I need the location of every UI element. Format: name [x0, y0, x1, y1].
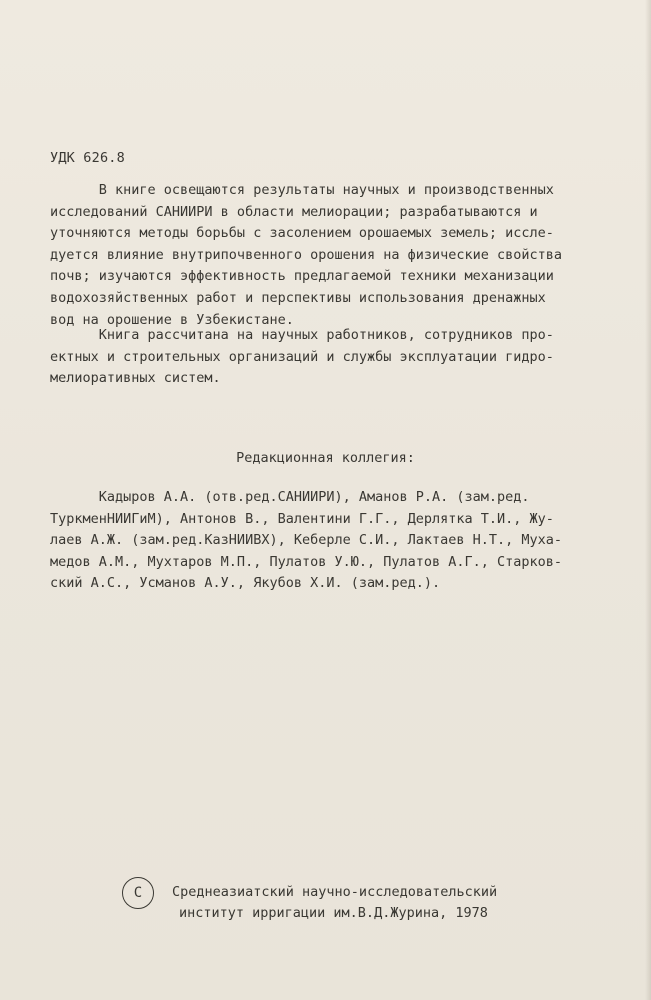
annotation-line: исследований САНИИРИ в области мелиорации; разрабатываются и: [50, 203, 538, 220]
annotation-line: Книга рассчитана на научных работников, сотрудников про-: [50, 327, 554, 343]
copyright-publisher: [172, 882, 497, 924]
members-line: Кадыров А.А. (отв.ред.САНИИРИ), Аманов Р.А. (зам.ред.: [50, 489, 530, 505]
annotation-line: ектных и строительных организаций и службы эксплуатации гидро-: [50, 348, 554, 365]
annotation-paragraph-1: [50, 180, 596, 331]
copyright-icon: С: [122, 877, 154, 909]
udk-code: УДК 626.8: [50, 150, 125, 166]
publisher-line-2: институт ирригации им.В.Д.Журина, 1978: [179, 905, 488, 921]
annotation-line: дуется влияние внутрипочвенного орошения на физические свойства: [50, 246, 563, 263]
annotation-line: вод на орошение в Узбекистане.: [50, 311, 294, 328]
annotation-line: мелиоративных систем.: [50, 370, 221, 387]
editorial-board-members: [50, 487, 562, 595]
members-line: лаев А.Ж. (зам.ред.КазНИИВХ), Кеберле С.И., Лактаев Н.Т., Муха-: [50, 532, 563, 549]
publisher-line-1: Среднеазиатский научно-исследовательский: [172, 884, 498, 900]
page-edge-shadow: [645, 0, 651, 1000]
editorial-board-title: Редакционная коллегия:: [236, 450, 415, 466]
annotation-line: В книге освещаются результаты научных и производственных: [50, 182, 554, 198]
members-line: ский А.С., Усманов А.У., Якубов Х.И. (зам.ред.).: [50, 575, 441, 592]
annotation-paragraph-2: [50, 325, 596, 390]
members-line: ТуркменНИИГиМ), Антонов В., Валентини Г.Г., Дерлятка Т.И., Жу-: [50, 510, 554, 527]
annotation-line: почв; изучаются эффективность предлагаемой техники механизации: [50, 268, 554, 285]
annotation-line: водохозяйственных работ и перспективы использования дренажных: [50, 289, 546, 306]
members-line: медов А.М., Мухтаров М.П., Пулатов У.Ю., Пулатов А.Г., Старков-: [50, 553, 563, 570]
annotation-line: уточняются методы борьбы с засолением орошаемых земель; иссле-: [50, 225, 554, 242]
